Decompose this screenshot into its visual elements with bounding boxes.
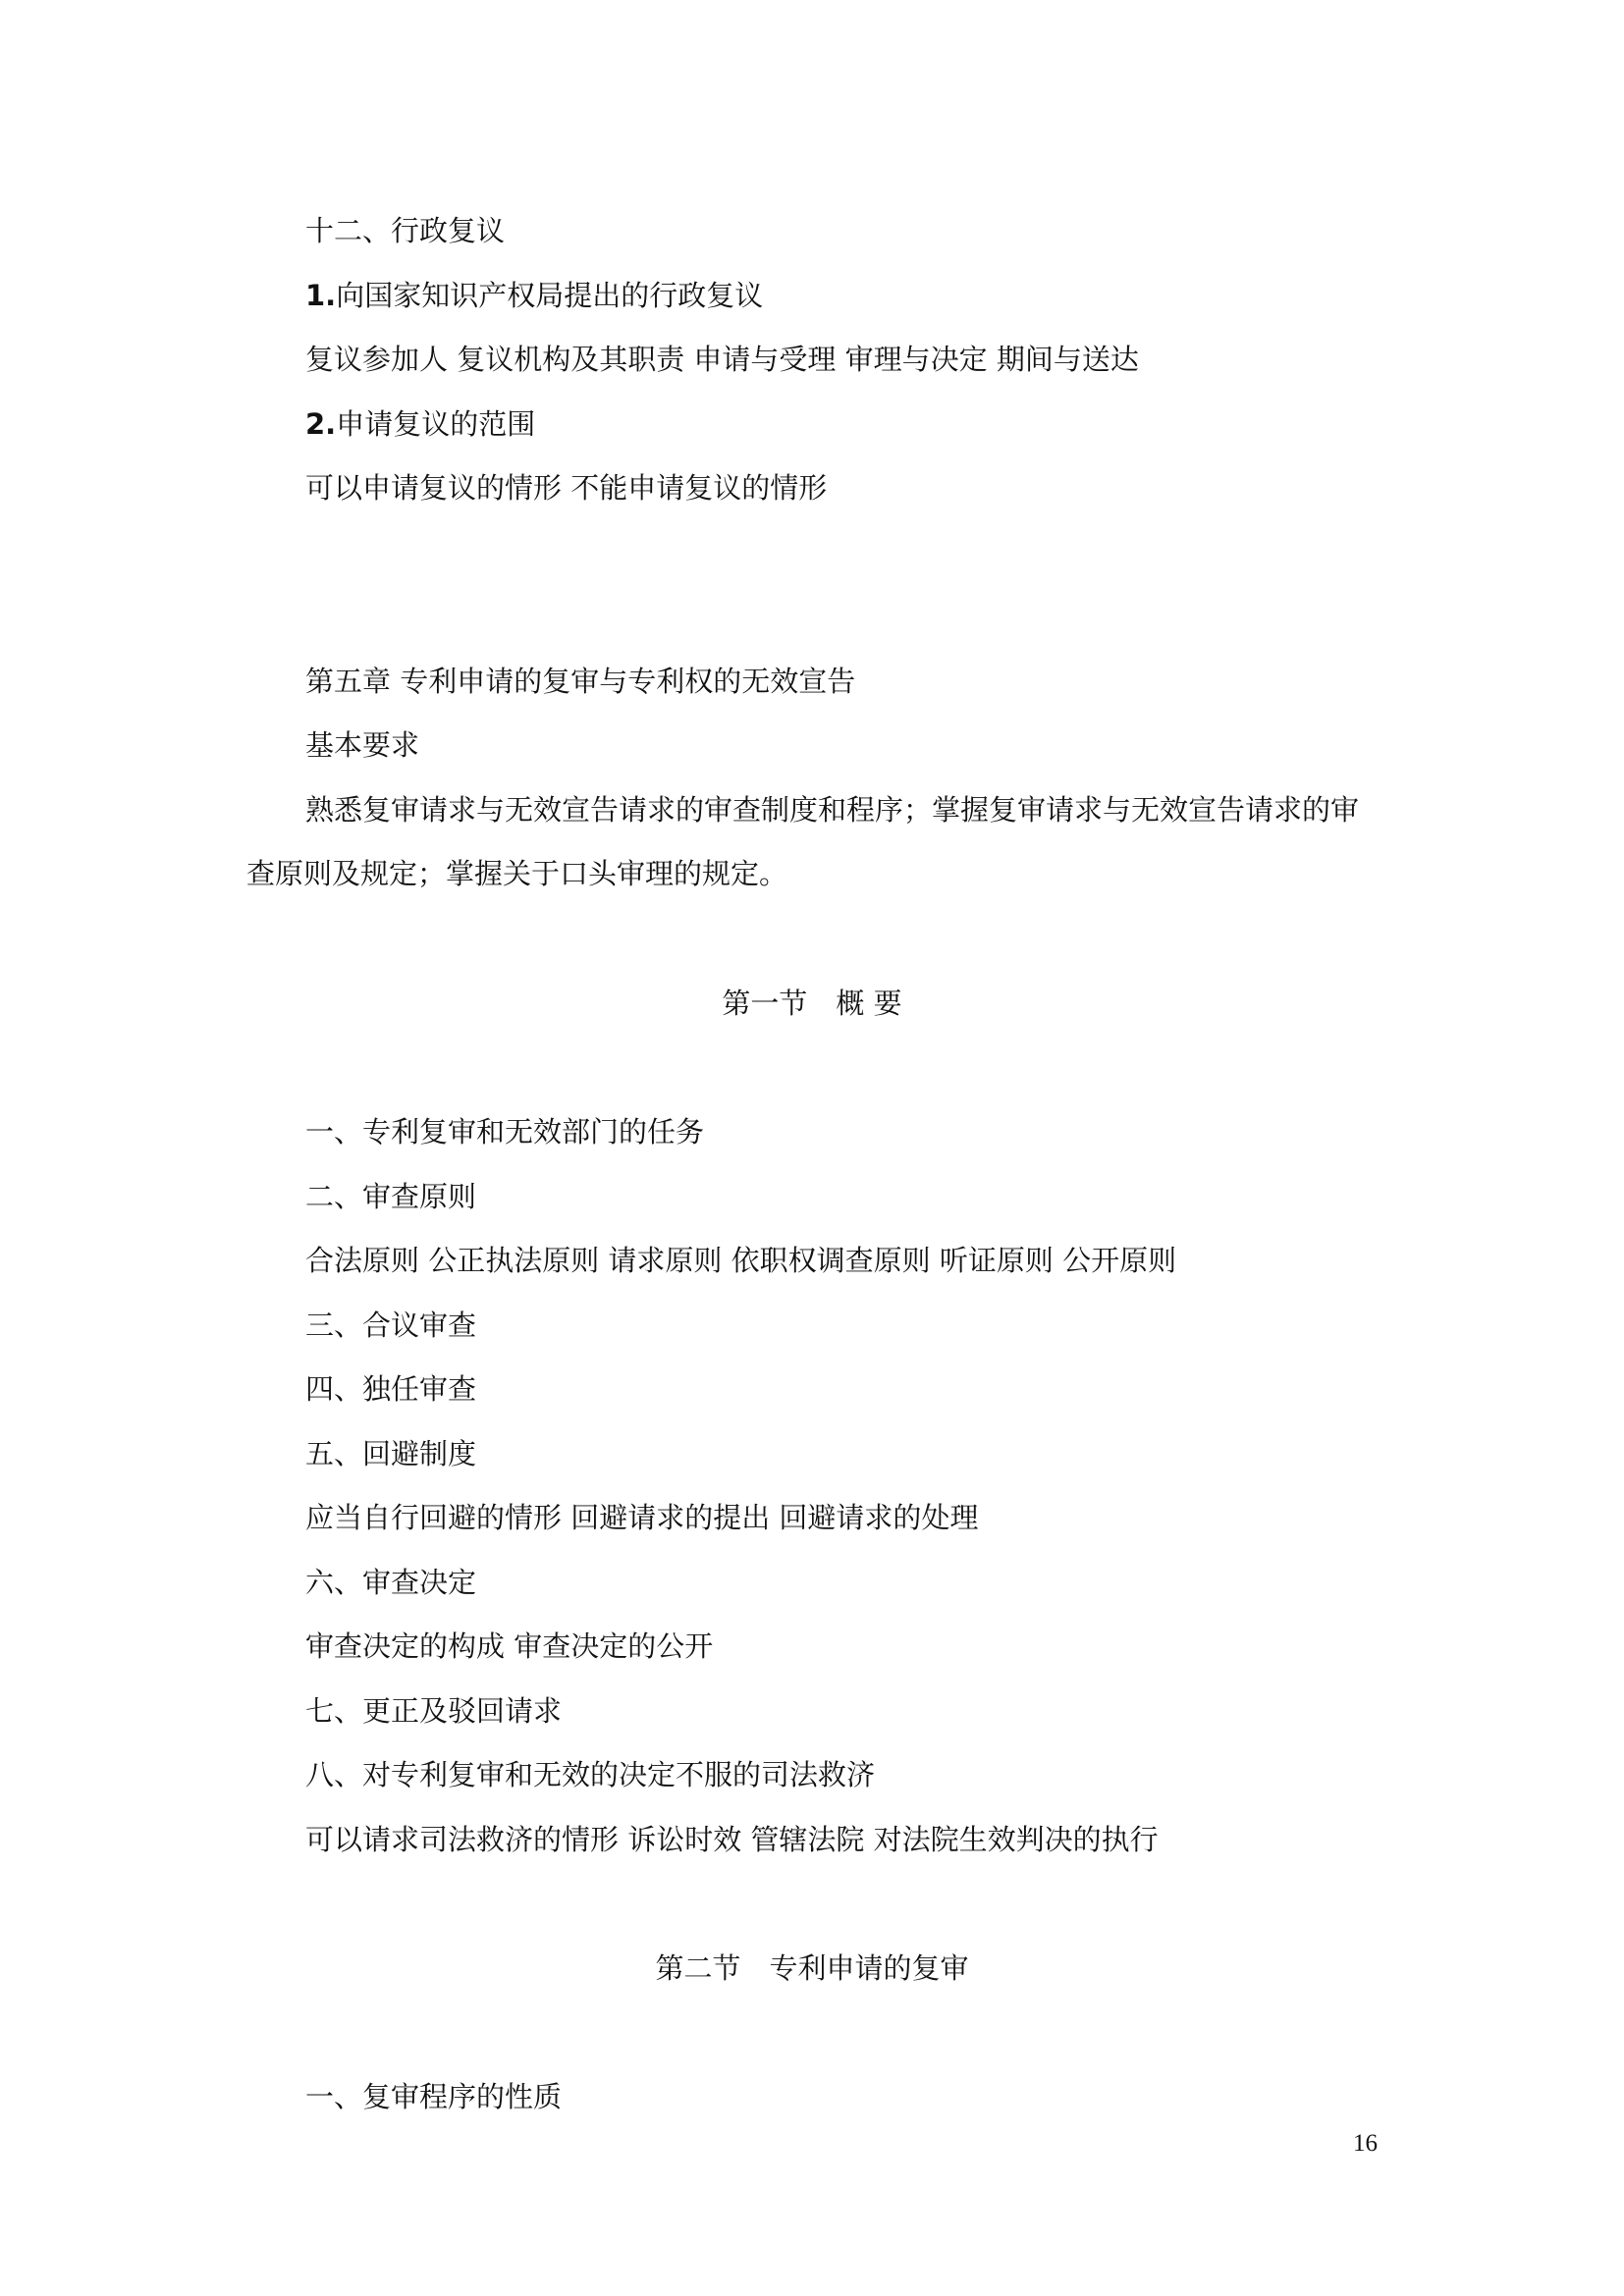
admin-review-item-1-topics: 复议参加人 复议机构及其职责 申请与受理 审理与决定 期间与送达: [305, 343, 1139, 376]
page-number: 16: [1353, 2130, 1378, 2157]
section-1-title: 第一节 概 要: [722, 987, 902, 1020]
section-2-item: 一、复审程序的性质: [305, 2080, 563, 2113]
item-number: 2.: [305, 407, 337, 441]
chapter-title: 第五章 专利申请的复审与专利权的无效宣告: [305, 665, 856, 698]
section-1-item: 应当自行回避的情形 回避请求的提出 回避请求的处理: [305, 1501, 979, 1534]
section-1-item: 一、专利复审和无效部门的任务: [305, 1115, 705, 1148]
section-1-item: 二、审查原则: [305, 1180, 477, 1213]
section-1-item: 五、回避制度: [305, 1437, 477, 1470]
admin-review-heading: 十二、行政复议: [305, 214, 506, 247]
item-text: 申请复议的范围: [336, 407, 536, 441]
requirements-line-1: 熟悉复审请求与无效宣告请求的审查制度和程序；掌握复审请求与无效宣告请求的审: [305, 793, 1360, 827]
section-1-item: 七、更正及驳回请求: [305, 1694, 563, 1728]
item-number: 1.: [305, 279, 337, 312]
section-1-item: 六、审查决定: [305, 1566, 477, 1599]
admin-review-item-2: [305, 404, 535, 444]
admin-review-item-2-topics: 可以申请复议的情形 不能申请复议的情形: [305, 471, 828, 505]
admin-review-item-1: [305, 276, 763, 315]
section-2-title: 第二节 专利申请的复审: [655, 1951, 969, 1985]
requirements-heading: 基本要求: [305, 728, 420, 762]
section-1-item: 四、独任审查: [305, 1372, 477, 1406]
section-1-item: 可以请求司法救济的情形 诉讼时效 管辖法院 对法院生效判决的执行: [305, 1823, 1159, 1856]
section-1-item: 审查决定的构成 审查决定的公开: [305, 1629, 714, 1663]
item-text: 向国家知识产权局提出的行政复议: [336, 279, 764, 312]
section-1-item: 三、合议审查: [305, 1308, 477, 1342]
section-1-item: 八、对专利复审和无效的决定不服的司法救济: [305, 1758, 876, 1791]
requirements-line-2: 查原则及规定；掌握关于口头审理的规定。: [246, 857, 788, 890]
section-1-item: 合法原则 公正执法原则 请求原则 依职权调查原则 听证原则 公开原则: [305, 1244, 1177, 1277]
